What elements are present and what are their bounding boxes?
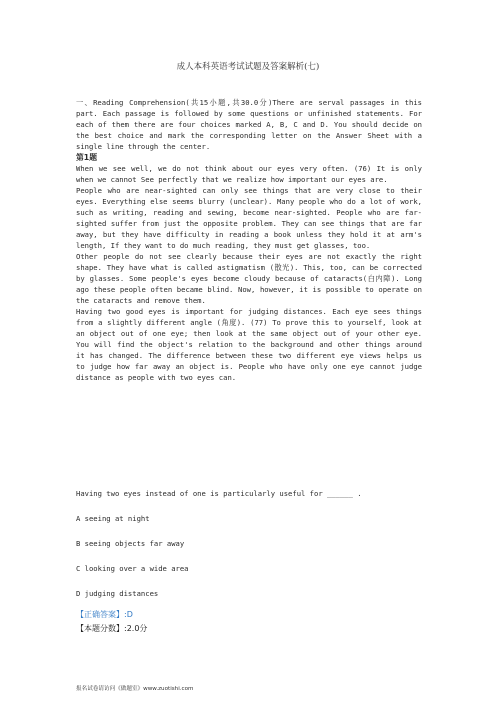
answer-value: D [126, 610, 133, 619]
question-heading: 第1题 [76, 153, 98, 162]
answer-label: 【正确答案】: [76, 610, 127, 619]
score-value: 2.0分 [126, 624, 148, 633]
correct-answer [76, 609, 133, 620]
question-score [76, 623, 147, 634]
passage-paragraph: Other people do not see clearly because their eyes are not exactly the right shape. They have what is called astigmatism (散光). This, too, can be corrected by glasses. Some people's eyes become cloudy because of cataracts(白内障). Long ago these people often became blind. Now, however, it is possible to operate on the cataracts and remove them. [76, 252, 422, 305]
page-footer: 报名试卷请访问《做题室》www.zuotishi.com [76, 686, 194, 692]
score-label: 【本题分数】: [76, 624, 127, 633]
page-title: 成人本科英语考试试题及答案解析(七) [176, 62, 320, 72]
passage-body [76, 97, 422, 383]
passage-paragraph: Having two good eyes is important for judging distances. Each eye sees things from a slightly different angle (角度). (77) To prove this to yourself, look at an object out of one eye; then look at the same object out of your other eye. You will find the object's relation to the background and other things around it has changed. The difference between these two different eye views helps us to judge how far away an object is. People who have only one eye cannot judge distance as people with two eyes can. [76, 307, 422, 382]
option-a: A seeing at night [76, 514, 150, 523]
question-stem: Having two eyes instead of one is particularly useful for ______ . [76, 489, 362, 498]
instructions-text: 一、Reading Comprehension(共15小题,共30.0分)There are serval passages in this part. Each passage is followed by some questions or unfinished statements. For each of them there are four choices marked A, B, C and D. You should decide on the best choice and mark the corresponding letter on the Answer Sheet with a single line through the center. [76, 98, 422, 151]
option-d: D judging distances [76, 589, 159, 598]
option-b: B seeing objects far away [76, 539, 185, 548]
option-c: C looking over a wide area [76, 564, 189, 573]
passage-paragraph: When we see well, we do not think about our eyes very often. (76) It is only when we cannot See perfectly that we realize how important our eyes are. [76, 164, 422, 184]
passage-paragraph: People who are near-sighted can only see things that are very close to their eyes. Everything else seems blurry (unclear). Many people who do a lot of work, such as writing, reading and sewing, become near-sighted. People who are far-sighted suffer from just the opposite problem. They can see things that are far away, but they have difficulty in reading a book unless they hold it at arm's length, If they want to do much reading, they must get glasses, too. [76, 186, 422, 250]
